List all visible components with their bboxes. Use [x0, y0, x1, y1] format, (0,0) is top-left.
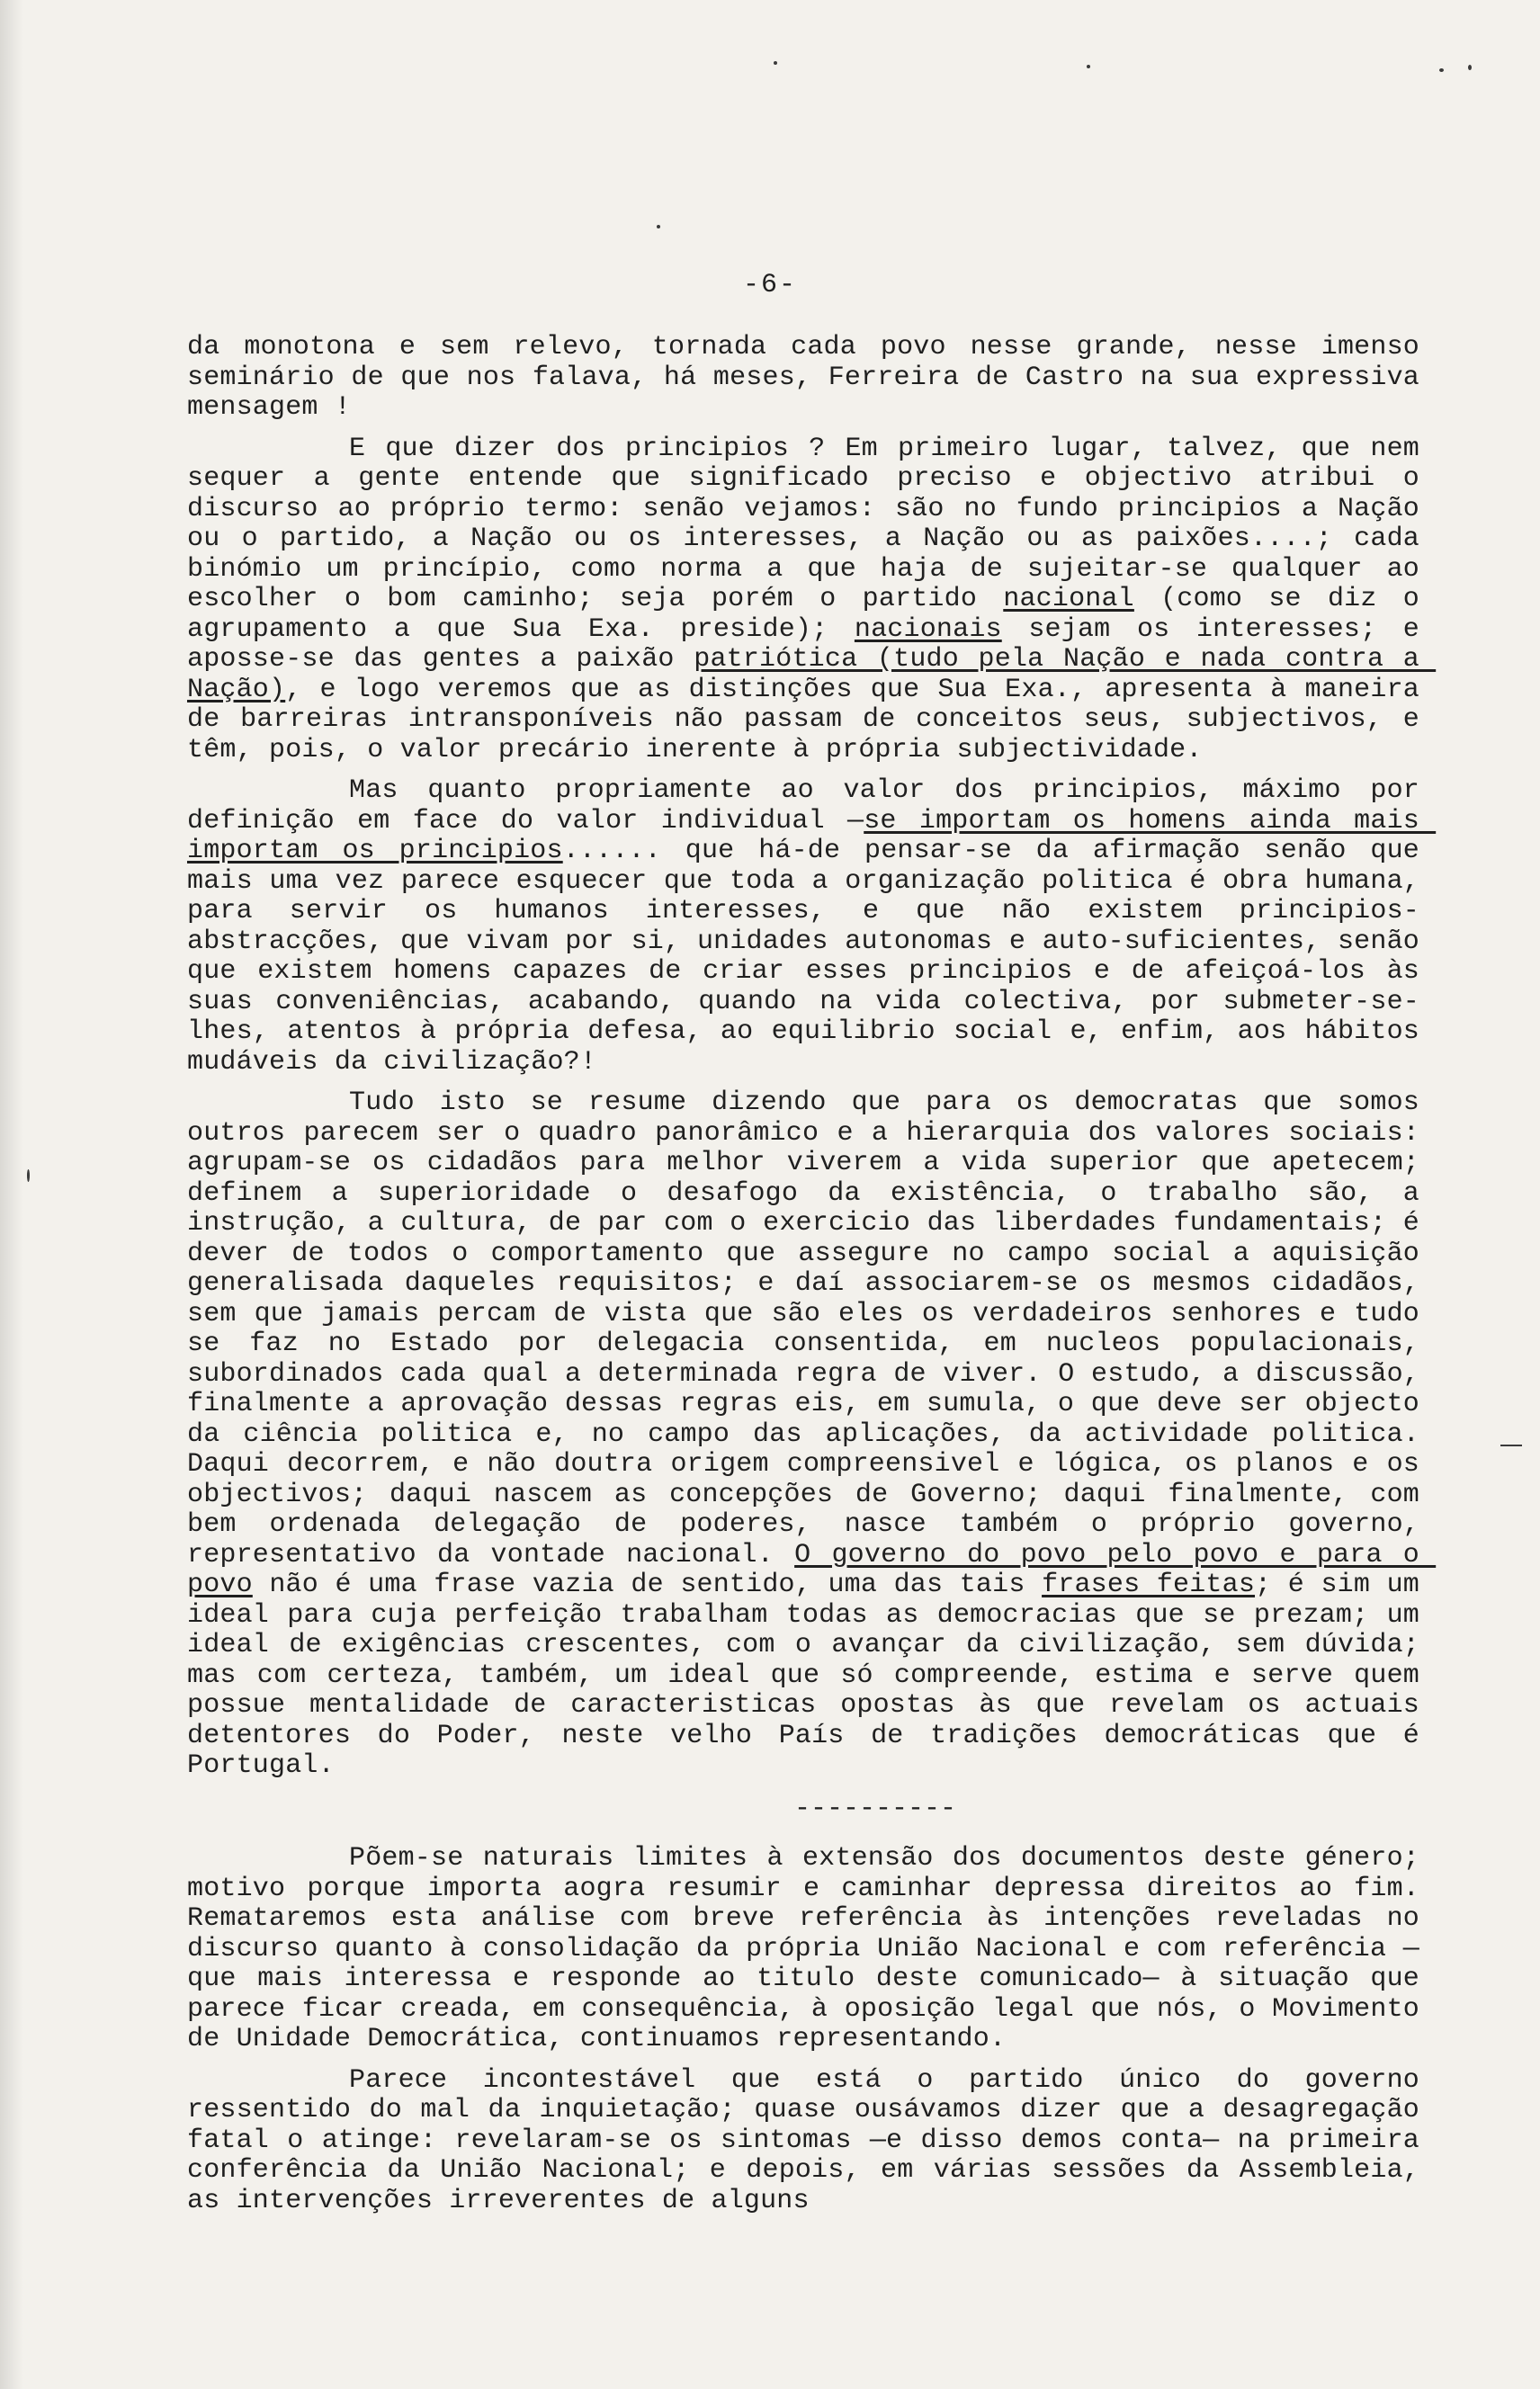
paragraph-4 [187, 1843, 1437, 2055]
scan-speck [774, 61, 777, 65]
underlined-phrase: frases feitas [1042, 1570, 1256, 1600]
underlined-phrase: O governo do povo pelo povo e para o povo [187, 1539, 1437, 1600]
underlined-phrase: se importam os homens ainda mais importam os principios [187, 805, 1437, 866]
paragraph-2 [187, 775, 1437, 1078]
underlined-phrase: patriótica (tudo pela Nação e nada contra a Nação) [187, 644, 1437, 705]
text-segment: Mas quanto propriamente ao valor dos principios, máximo por definição em face do valor individual — [187, 775, 1437, 837]
scan-speck [1087, 65, 1090, 68]
paragraph-1 [187, 433, 1437, 766]
section-separator: ---------- [793, 1793, 957, 1824]
paragraph-0 [187, 332, 1437, 424]
scan-speck [1439, 68, 1444, 72]
scan-speck [1500, 1445, 1522, 1446]
paragraph-5 [187, 2064, 1437, 2217]
underlined-phrase: nacional [1003, 584, 1134, 614]
scan-edge-shadow [0, 0, 23, 2389]
scan-speck [1468, 65, 1472, 70]
underlined-phrase: nacionais [854, 613, 1002, 645]
paragraph-3 [187, 1087, 1437, 1782]
text-segment: não é uma frase vazia de sentido, uma das tais [252, 1570, 1043, 1600]
text-segment: Parece incontestável que está o partido único do governo ressentido do mal da inquietação; quase ousávamos dizer que a desagregação fatal o atinge: revelaram-se os sintomas —e disso demos conta— na primeira conferência da União Nacional; e depois, em várias sessões da Assembleia, as intervenções irreverentes de alguns [187, 2064, 1437, 2216]
text-segment: ; é sim um ideal para cuja perfeição trabalham todas as democracias que se prezam; um ideal de exigências crescentes, com o avançar da civilização, sem dúvida; mas com certeza, também, um ideal que só compreende, estima e serve quem possue mentalidade de caracteristicas opostas às que revelam os actuais detentores do Poder, neste velho País de tradições democráticas que é Portugal. [187, 1570, 1437, 1781]
text-segment: da monotona e sem relevo, tornada cada povo nesse grande, nesse imenso seminário de que nos falava, há meses, Ferreira de Castro na sua expressiva mensagem ! [187, 332, 1437, 423]
scan-speck [657, 225, 660, 228]
page-number: -6- [742, 270, 797, 300]
document-body [187, 332, 1437, 2227]
text-segment: Põem-se naturais limites à extensão dos documentos deste género; motivo porque importa aogra resumir e caminhar depressa direitos ao fim. Remataremos esta análise com breve referência às intenções reveladas no discurso quanto à consolidação da própria União Nacional e com referência —que mais interessa e responde ao titulo deste comunicado— à situação que parece ficar creada, em consequência, à oposição legal que nós, o Movimento de Unidade Democrática, continuamos representando. [187, 1843, 1437, 2054]
text-segment: Tudo isto se resume dizendo que para os democratas que somos outros parecem ser o quadro panorâmico e a hierarquia dos valores sociais: agrupam-se os cidadãos para melhor viverem a vida superior que apetecem; definem a superioridade o desafogo da existência, o trabalho são, a instrução, a cultura, de par com o exercicio das liberdades fundamentais; é dever de todos o comportamento que assegure no campo social a aquisição generalisada daqueles requisitos; e daí associarem-se os mesmos cidadãos, sem que jamais percam de vista que são eles os verdadeiros senhores e tudo se faz no Estado por delegacia consentida, em nucleos populacionais, subordinados cada qual a determinada regra de viver. O estudo, a discussão, finalmente a aprovação dessas regras eis, em sumula, o que deve ser objecto da ciência politica e, no campo das aplicações, da actividade politica. Daqui decorrem, e não doutra origem compreensivel e lógica, os planos e os objectivos; daqui nascem as concepções de Governo; daqui finalmente, com bem ordenada delegação de poderes, nasce também o próprio governo, representativo da vontade nacional. [187, 1087, 1437, 1570]
scan-speck [27, 1169, 30, 1182]
text-segment: , e logo veremos que as distinções que Sua Exa., apresenta à maneira de barreiras intransponíveis não passam de conceitos seus, subjectivos, e têm, pois, o valor precário inerente à própria subjectividade. [187, 674, 1437, 765]
text-segment: E que dizer dos principios ? Em primeiro lugar, talvez, que nem sequer a gente entende que significado preciso e objectivo atribui o discurso ao próprio termo: senão vejamos: são no fundo principios a Nação ou o partido, a Nação ou os interesses, a Nação ou as paixões....; cada binómio um princípio, como norma a que haja de sujeitar-se qualquer ao escolher o bom caminho; seja porém o partido [187, 433, 1437, 614]
text-segment: sejam os interesses; e aposse-se das gentes a paixão [187, 613, 1437, 675]
text-segment: (como se diz o agrupamento a que Sua Exa. preside); [187, 584, 1437, 645]
text-segment: ...... que há-de pensar-se da afirmação senão que mais uma vez parece esquecer que toda a organização politica é obra humana, para servir os humanos interesses, e que não existem principios-abstracções, que vivam por si, unidades autonomas e auto-suficientes, senão que existem homens capazes de criar esses principios e de afeiçoá-los às suas conveniências, acabando, quando na vida colectiva, por submeter-se-lhes, atentos à própria defesa, ao equilibrio social e, enfim, aos hábitos mudáveis da civilização?! [187, 836, 1437, 1078]
